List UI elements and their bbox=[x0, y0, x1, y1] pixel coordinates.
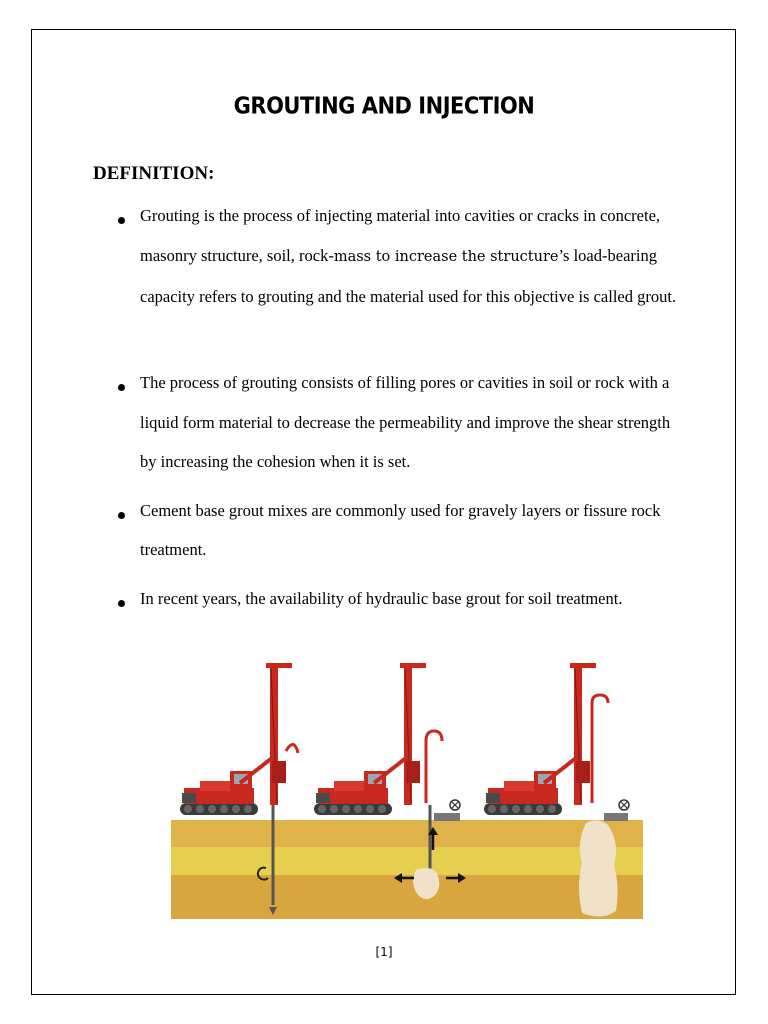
bullet-text: In recent years, the availability of hydraulic base grout for soil treatment. bbox=[140, 589, 623, 608]
drill-rig-icon bbox=[180, 663, 298, 815]
bullet-text: The process of grouting consists of filling pores or cavities in soil or rock with a liquid form material to decrease the permeability and improve the shear strength by increasing the cohesion when it is set. bbox=[140, 373, 671, 471]
soil-layer-bottom bbox=[171, 875, 643, 919]
bullet-text bbox=[140, 196, 680, 317]
bullet-text-emphasis: mass to increase the structure bbox=[333, 248, 559, 265]
soil-layer-middle bbox=[171, 847, 643, 875]
grouting-illustration bbox=[166, 655, 646, 920]
bullet-dot-icon bbox=[118, 384, 125, 391]
grout-column bbox=[579, 820, 618, 916]
bullet-text: Cement base grout mixes are commonly used for gravely layers or fissure rock treatment. bbox=[140, 501, 661, 559]
grout-column-rig-icon bbox=[484, 663, 608, 815]
bullet-text-part: ’s load-bearing capacity refers to grouting and the material used for this objective is called grout. bbox=[140, 245, 677, 306]
document-title: GROUTING AND INJECTION bbox=[233, 93, 535, 119]
soil-layer-top bbox=[171, 820, 643, 847]
page-number: [1] bbox=[375, 945, 393, 959]
injection-rig-icon bbox=[314, 663, 442, 815]
bullet-dot-icon bbox=[118, 600, 125, 607]
bullet-dot-icon bbox=[118, 217, 125, 224]
bullet-dot-icon bbox=[118, 512, 125, 519]
bullet-text-part: Grouting is the process of injecting material into cavities or cracks in concrete, masonry structure, soil, rock- bbox=[140, 206, 661, 265]
section-heading: DEFINITION: bbox=[93, 163, 215, 184]
grout-pump-icon bbox=[434, 813, 460, 821]
